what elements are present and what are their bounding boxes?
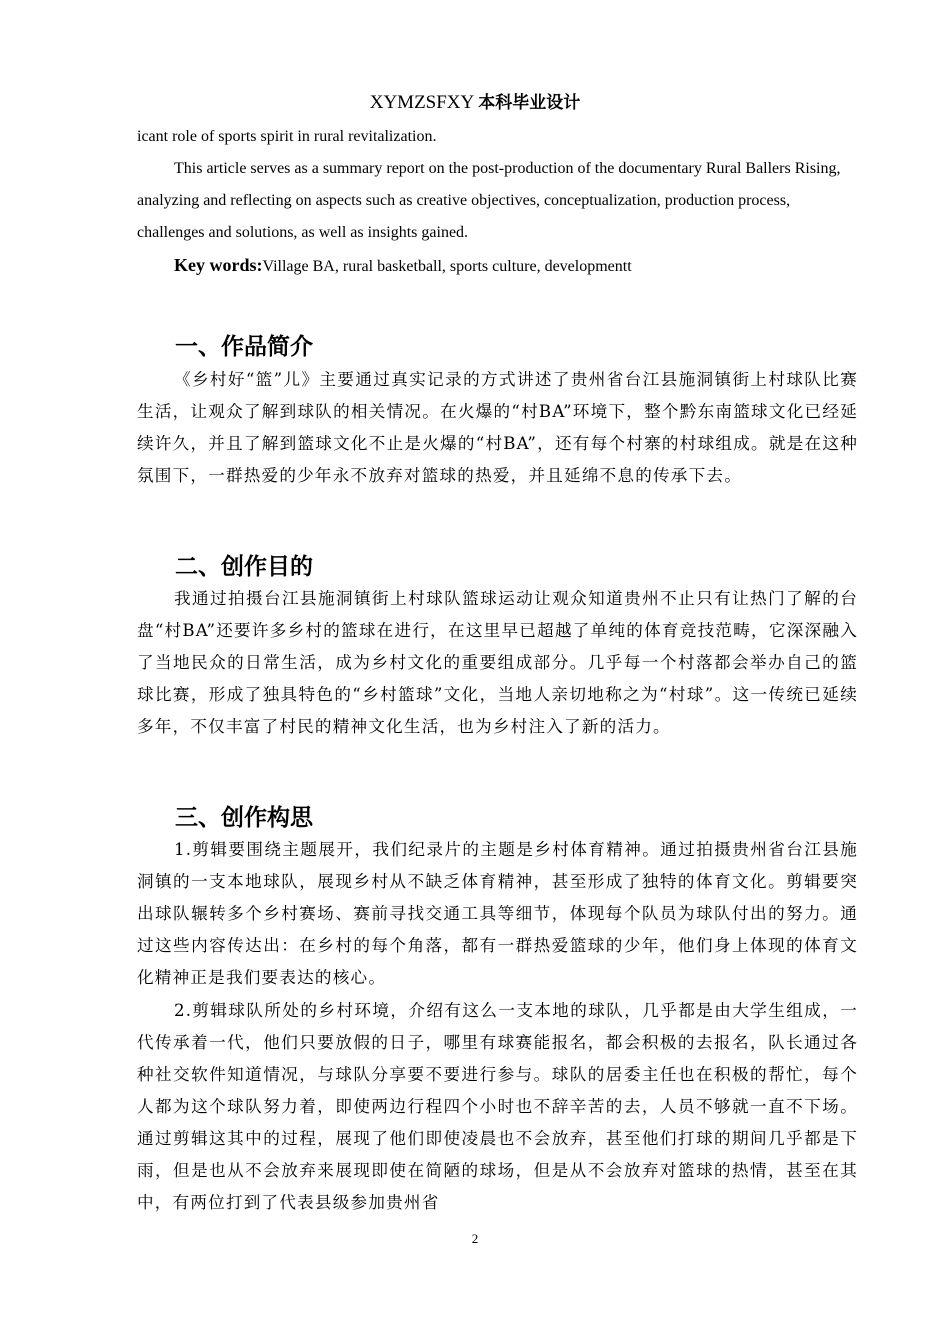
abstract-paragraph: This article serves as a summary report on the post-production of the documentary Rural Ballers Rising, analyzing and reflecting on aspects such as creative objectives, conceptualization, production process, challenges and solutions, as well as insights gained.: [137, 160, 841, 241]
section-title-concept: 三、创作构思: [175, 805, 313, 831]
keywords-line: [137, 249, 858, 283]
section-intro-paragraph: 《乡村好“篮”儿》主要通过真实记录的方式讲述了贵州省台江县施洞镇街上村球队比赛生活，让观众了解到球队的相关情况。在火爆的“村BA”环境下，整个黔东南篮球文化已经延续许久，并且了解到篮球文化不止是火爆的“村BA”，还有每个村寨的村球组成。就是在这种氛围下，一群热爱的少年永不放弃对篮球的热爱，并且延绵不息的传承下去。: [137, 370, 858, 485]
section-purpose-paragraph: 我通过拍摄台江县施洞镇街上村球队篮球运动让观众知道贵州不止只有让热门了解的台盘“村BA”还要许多乡村的篮球在进行，在这里早已超越了单纯的体育竞技范畴，它深深融入了当地民众的日常生活，成为乡村文化的重要组成部分。几乎每一个村落都会举办自己的篮球比赛，形成了独具特色的“乡村篮球”文化，当地人亲切地称之为“村球”。这一传统已延续多年，不仅丰富了村民的精神文化生活，也为乡村注入了新的活力。: [137, 589, 858, 736]
section-concept-paragraph-1: 1.剪辑要围绕主题展开，我们纪录片的主题是乡村体育精神。通过拍摄贵州省台江县施洞镇的一支本地球队，展现乡村从不缺乏体育精神，甚至形成了独特的体育文化。剪辑要突出球队辗转多个乡村赛场、赛前寻找交通工具等细节，体现每个队员为球队付出的努力。通过这些内容传达出：在乡村的每个角落，都有一群热爱篮球的少年，他们身上体现的体育文化精神正是我们要表达的核心。: [137, 840, 858, 987]
section-title-intro: 一、作品简介: [175, 334, 313, 360]
keywords-label: Key words:: [174, 255, 263, 275]
header-title: 本科毕业设计: [478, 93, 581, 113]
page-number: 2: [471, 1231, 479, 1246]
section-concept-paragraph-2: 2.剪辑球队所处的乡村环境，介绍有这么一支本地的球队，几乎都是由大学生组成，一代传承着一代，他们只要放假的日子，哪里有球赛能报名，都会积极的去报名，队长通过各种社交软件知道情况，与球队分享要不要进行参与。球队的居委主任也在积极的帮忙，每个人都为这个球队努力着，即使两边行程四个小时也不辞辛苦的去，人员不够就一直不下场。通过剪辑这其中的过程，展现了他们即使凌晨也不会放弃，甚至他们打球的期间几乎都是下雨，但是也从不会放弃来展现即使在简陋的球场，但是从不会放弃对篮球的热情，甚至在其中，有两位打到了代表县级参加贵州省: [137, 1001, 858, 1212]
section-title-purpose: 二、创作目的: [175, 554, 313, 580]
keywords-text: Village BA, rural basketball, sports culture, developmentt: [262, 258, 632, 275]
abstract-tail-line: icant role of sports spirit in rural revitalization.: [137, 128, 437, 145]
header-latin: XYMZSFXY: [369, 92, 475, 113]
page-header: [0, 90, 950, 116]
